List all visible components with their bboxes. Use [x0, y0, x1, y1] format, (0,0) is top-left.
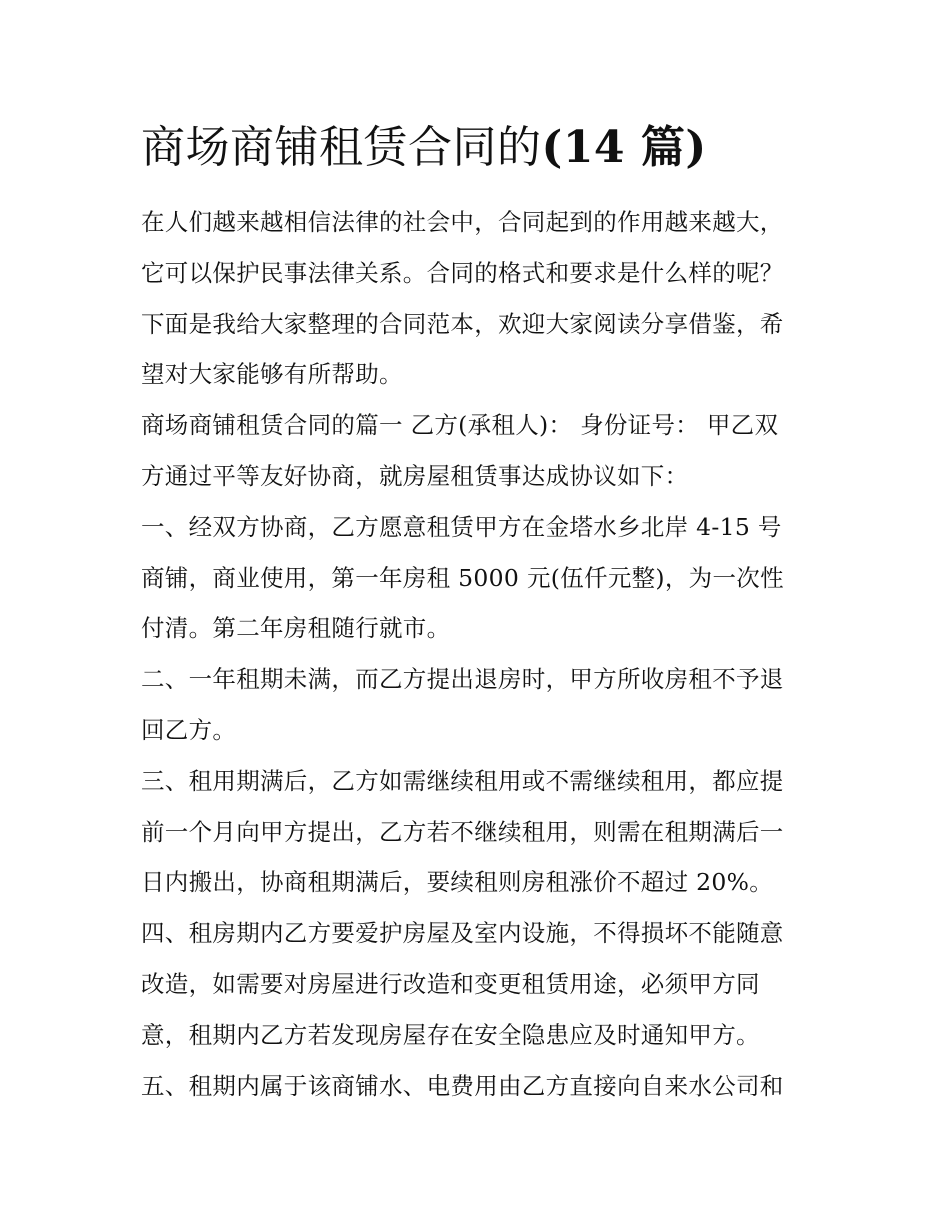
paragraph-line: 日内搬出，协商租期满后，要续租则房租涨价不超过 20%。	[141, 868, 774, 897]
paragraph-line: 意，租期内乙方若发现房屋存在安全隐患应及时通知甲方。	[141, 1020, 760, 1049]
paragraph-line: 五、租期内属于该商铺水、电费用由乙方直接向自来水公司和	[141, 1071, 784, 1100]
paragraph-line: 它可以保护民事法律关系。合同的格式和要求是什么样的呢？	[141, 258, 784, 287]
paragraph-line: 方通过平等友好协商，就房屋租赁事达成协议如下：	[141, 461, 689, 490]
paragraph-line: 商铺，商业使用，第一年房租 5000 元(伍仟元整)，为一次性	[141, 563, 784, 592]
paragraph-line: 在人们越来越相信法律的社会中，合同起到的作用越来越大，	[141, 208, 784, 236]
paragraph-line: 回乙方。	[141, 715, 237, 744]
paragraph-line: 下面是我给大家整理的合同范本，欢迎大家阅读分享借鉴，希	[141, 309, 784, 338]
paragraph-line: 三、租用期满后，乙方如需继续租用或不需继续租用，都应提	[141, 766, 784, 795]
paragraph-line: 四、租房期内乙方要爱护房屋及室内设施，不得损坏不能随意	[141, 919, 784, 948]
document-body	[141, 197, 813, 1111]
page-title	[141, 118, 841, 178]
paragraph-line: 前一个月向甲方提出，乙方若不继续租用，则需在租期满后一	[141, 817, 784, 846]
title-suffix: (14 篇)	[541, 122, 707, 173]
paragraph-line: 一、经双方协商，乙方愿意租赁甲方在金塔水乡北岸 4-15 号	[141, 512, 782, 541]
paragraph-line: 商场商铺租赁合同的篇一 乙方(承租人)： 身份证号： 甲乙双	[141, 411, 779, 440]
paragraph-line: 二、一年租期未满，而乙方提出退房时，甲方所收房租不予退	[141, 665, 784, 694]
title-main: 商场商铺租赁合同的	[141, 122, 542, 173]
paragraph-line: 改造，如需要对房屋进行改造和变更租赁用途，必须甲方同	[141, 969, 760, 998]
paragraph-line: 付清。第二年房租随行就市。	[141, 614, 451, 643]
paragraph-line: 望对大家能够有所帮助。	[141, 360, 403, 389]
